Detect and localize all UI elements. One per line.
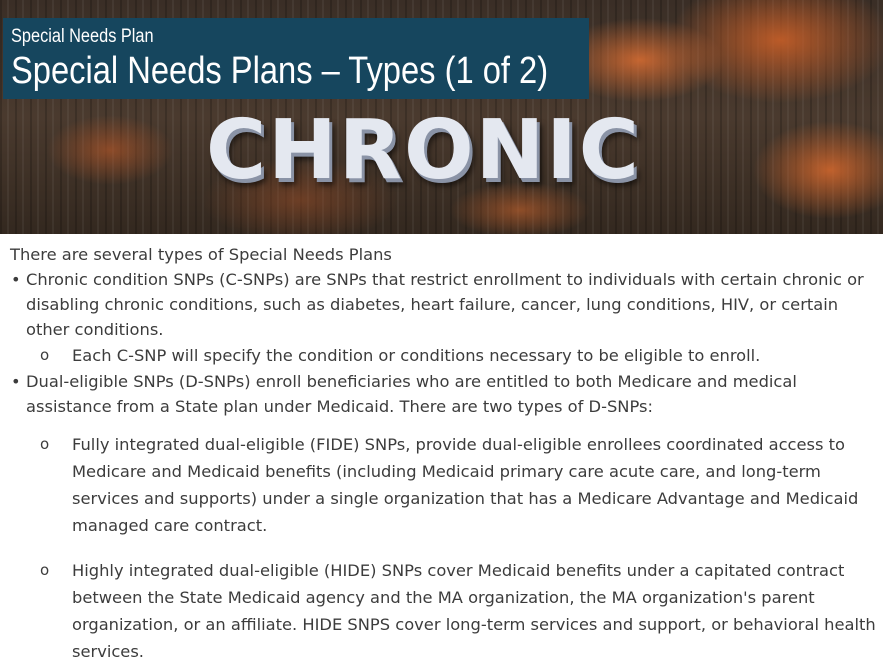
sub-bullet-c-snp-condition: o Each C-SNP will specify the condition or conditions necessary to be eligible to enroll. — [10, 342, 876, 369]
bullet-list-2 — [10, 369, 876, 419]
title-box — [3, 18, 589, 99]
sub-bullet-list-d-snp — [10, 431, 876, 663]
slide-subtitle: Special Needs Plan — [11, 26, 154, 47]
sub-bullet-list-c-snp — [10, 342, 876, 369]
bullet-d-snp: • Dual-eligible SNPs (D-SNPs) enroll beneficiaries who are entitled to both Medicare and medical assistance from a State plan under Medicaid. There are two types of D-SNPs: — [10, 369, 876, 419]
sub-bullet-hide-snp: o Highly integrated dual-eligible (HIDE) SNPs cover Medicaid benefits under a capitated contract between the State Medicaid agency and the MA organization, the MA organization's parent organization, or an affiliate. HIDE SNPS cover long-term services and support, or behavioral health services. — [10, 557, 876, 663]
bullet-c-snp: • Chronic condition SNPs (C-SNPs) are SNPs that restrict enrollment to individuals with certain chronic or disabling chronic conditions, such as diabetes, heart failure, cancer, lung conditions, HIV, or certain other conditions. — [10, 267, 876, 342]
header-banner-image — [0, 0, 883, 234]
sub-bullet-fide-snp: o Fully integrated dual-eligible (FIDE) SNPs, provide dual-eligible enrollees coordinated access to Medicare and Medicaid benefits (including Medicaid primary care acute care, and long-term services and supports) under a single organization that has a Medicare Advantage and Medicaid managed care contract. — [10, 431, 876, 539]
slide-title: Special Needs Plans – Types (1 of 2) — [11, 50, 549, 92]
intro-text: There are several types of Special Needs Plans — [10, 245, 392, 264]
slide-body — [10, 242, 876, 663]
banner-word-chronic: CHRONIC — [206, 103, 641, 198]
bullet-list — [10, 267, 876, 342]
